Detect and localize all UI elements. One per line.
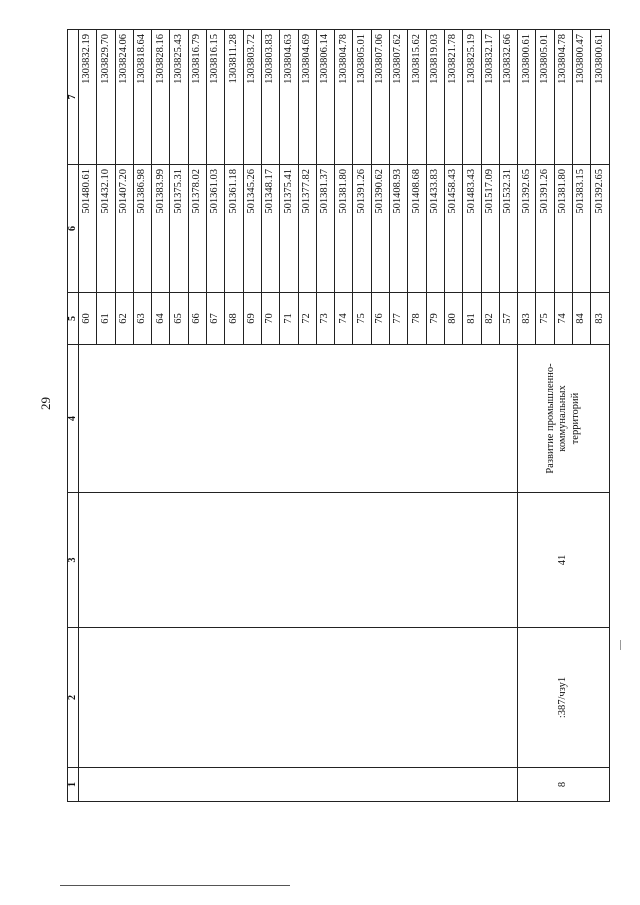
point-number: 62: [115, 293, 133, 345]
coord-y: 1303805.01: [353, 30, 371, 165]
cell-empty: [79, 768, 518, 802]
table-row: [518, 30, 536, 802]
point-number: 83: [518, 293, 536, 345]
point-number: 78: [408, 293, 426, 345]
coord-y: 1303804.63: [280, 30, 298, 165]
point-number: 63: [133, 293, 151, 345]
coord-y: 1303800.61: [591, 30, 610, 165]
coord-x: 501386.98: [133, 165, 151, 293]
coord-y: 1303804.78: [335, 30, 353, 165]
coord-x: 501433.83: [426, 165, 444, 293]
coord-y: 1303803.83: [261, 30, 279, 165]
coord-x: 501378.02: [188, 165, 206, 293]
coord-x: 501392.65: [591, 165, 610, 293]
coord-x: 501383.99: [152, 165, 170, 293]
coord-x: 501432.10: [97, 165, 115, 293]
coord-x: 501532.31: [499, 165, 517, 293]
point-number: 60: [79, 293, 97, 345]
coord-y: 1303821.78: [444, 30, 462, 165]
coord-x: 501458.43: [444, 165, 462, 293]
point-number: 70: [261, 293, 279, 345]
cell-empty: [79, 345, 518, 493]
record-number: 8: [518, 768, 610, 802]
point-number: 76: [371, 293, 389, 345]
coord-x: 501345.26: [243, 165, 261, 293]
point-number: 82: [481, 293, 499, 345]
coord-x: 501483.43: [463, 165, 481, 293]
coord-x: 501381.80: [335, 165, 353, 293]
coord-y: 1303811.28: [225, 30, 243, 165]
coord-x: 501407.20: [115, 165, 133, 293]
coord-x: 501381.37: [316, 165, 334, 293]
header-col-1: 1: [68, 768, 79, 802]
point-number: 79: [426, 293, 444, 345]
point-number: 81: [463, 293, 481, 345]
coord-y: 1303819.03: [426, 30, 444, 165]
coord-y: 1303832.17: [481, 30, 499, 165]
point-number: 75: [536, 293, 554, 345]
table-row: [79, 30, 97, 802]
coord-y: 1303824.06: [115, 30, 133, 165]
coord-x: 501377.82: [298, 165, 316, 293]
coord-y: 1303832.19: [79, 30, 97, 165]
coord-x: 501391.26: [353, 165, 371, 293]
coord-x: 501375.31: [170, 165, 188, 293]
point-number: 61: [97, 293, 115, 345]
table-body: [79, 30, 610, 802]
coord-y: 1303828.16: [152, 30, 170, 165]
point-number: 80: [444, 293, 462, 345]
coord-x: 501391.26: [536, 165, 554, 293]
coord-y: 1303800.47: [573, 30, 591, 165]
cell-empty: [79, 628, 518, 768]
point-number: 72: [298, 293, 316, 345]
coord-x: 501517.09: [481, 165, 499, 293]
point-number: 73: [316, 293, 334, 345]
point-number: 69: [243, 293, 261, 345]
header-col-6: 6: [68, 165, 79, 293]
coord-y: 1303807.62: [390, 30, 408, 165]
coord-y: 1303815.62: [408, 30, 426, 165]
coord-y: 1303804.78: [554, 30, 572, 165]
point-number: 67: [207, 293, 225, 345]
coord-y: 1303818.64: [133, 30, 151, 165]
scan-mark: [620, 640, 621, 650]
coord-y: 1303804.69: [298, 30, 316, 165]
coord-x: 501408.93: [390, 165, 408, 293]
coord-y: 1303805.01: [536, 30, 554, 165]
coord-x: 501375.41: [280, 165, 298, 293]
coord-y: 1303806.14: [316, 30, 334, 165]
coord-x: 501381.80: [554, 165, 572, 293]
coord-y: 1303800.61: [518, 30, 536, 165]
point-number: 57: [499, 293, 517, 345]
point-number: 68: [225, 293, 243, 345]
page-number: 29: [38, 397, 53, 410]
header-col-7: 7: [68, 30, 79, 165]
point-number: 64: [152, 293, 170, 345]
point-number: 74: [335, 293, 353, 345]
coord-y: 1303825.19: [463, 30, 481, 165]
coord-y: 1303816.15: [207, 30, 225, 165]
header-col-4: 4: [68, 345, 79, 493]
point-number: 83: [591, 293, 610, 345]
point-number: 71: [280, 293, 298, 345]
header-col-3: 3: [68, 493, 79, 628]
point-number: 74: [554, 293, 572, 345]
coord-x: 501348.17: [261, 165, 279, 293]
parcel-id: :387/чзу1: [518, 628, 610, 768]
coord-x: 501390.62: [371, 165, 389, 293]
coordinates-table: [67, 29, 610, 802]
header-col-5: 5: [68, 293, 79, 345]
area-value: 41: [518, 493, 610, 628]
land-purpose: Развитие промышленно- коммунальных территорий: [518, 345, 610, 493]
coord-x: 501383.15: [573, 165, 591, 293]
footnote-divider: [60, 885, 290, 886]
point-number: 66: [188, 293, 206, 345]
cell-empty: [79, 493, 518, 628]
coord-y: 1303807.06: [371, 30, 389, 165]
header-col-2: 2: [68, 628, 79, 768]
point-number: 84: [573, 293, 591, 345]
coord-x: 501361.18: [225, 165, 243, 293]
point-number: 77: [390, 293, 408, 345]
coord-x: 501361.03: [207, 165, 225, 293]
coord-x: 501408.68: [408, 165, 426, 293]
coord-y: 1303832.66: [499, 30, 517, 165]
point-number: 75: [353, 293, 371, 345]
coord-y: 1303829.70: [97, 30, 115, 165]
coord-y: 1303816.79: [188, 30, 206, 165]
coordinates-table-rotated: [67, 30, 610, 802]
coord-y: 1303803.72: [243, 30, 261, 165]
coord-y: 1303825.43: [170, 30, 188, 165]
point-number: 65: [170, 293, 188, 345]
header-row: [68, 30, 79, 802]
coord-x: 501392.65: [518, 165, 536, 293]
coord-x: 501480.61: [79, 165, 97, 293]
